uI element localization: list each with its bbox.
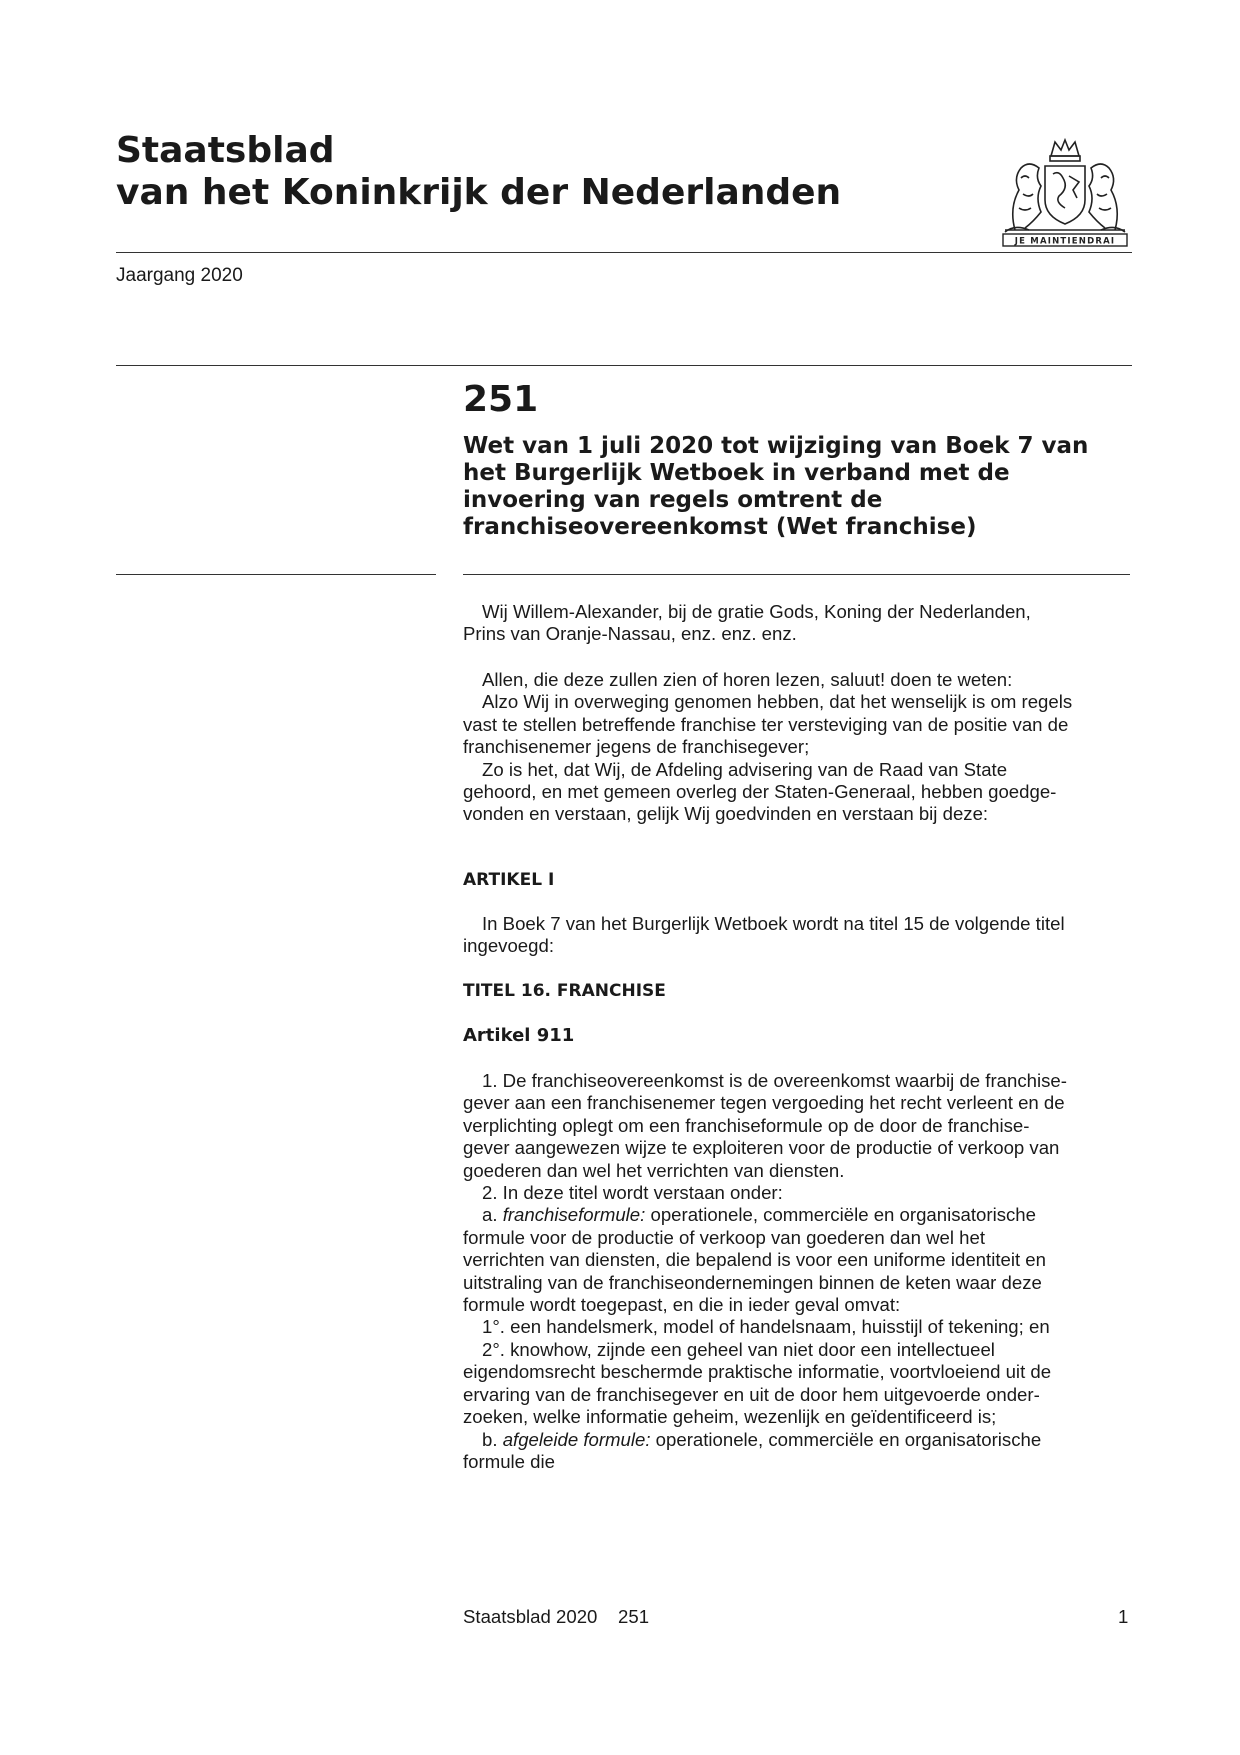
- text-line: eigendomsrecht beschermde praktische informatie, voortvloeiend uit de: [463, 1361, 1052, 1383]
- definition-prefix: b.: [482, 1428, 503, 1450]
- text-line-definition-b: [463, 1429, 1143, 1451]
- text-line: goederen dan wel het verrichten van diensten.: [463, 1159, 845, 1181]
- article-intro: [463, 913, 1143, 958]
- year-label: Jaargang 2020: [116, 265, 243, 286]
- definition-rest: operationele, commerciële en organisatorische: [650, 1428, 1042, 1450]
- text-line: franchisenemer jegens de franchisegever;: [463, 736, 810, 758]
- law-title-line: Wet van 1 juli 2020 tot wijziging van Boek 7 van: [463, 433, 1089, 459]
- text-line: verrichten van diensten, die bepalend is voor een uniforme identiteit en: [463, 1249, 1046, 1271]
- page-number: 1: [1118, 1606, 1129, 1627]
- title-line-2: van het Koninkrijk der Nederlanden: [116, 172, 842, 213]
- artikel-heading: Artikel 911: [463, 1025, 575, 1046]
- left-divider: [116, 574, 436, 575]
- text-line: Alzo Wij in overweging genomen hebben, dat het wenselijk is om regels: [482, 691, 1073, 713]
- text-line: ingevoegd:: [463, 935, 554, 957]
- right-divider: [463, 574, 1130, 575]
- footer-reference: Staatsblad 2020 251: [463, 1606, 650, 1627]
- text-line: zoeken, welke informatie geheim, wezenlijk en geïdentificeerd is;: [463, 1406, 997, 1428]
- text-line: verplichting oplegt om een franchiseformule op de door de franchise-: [463, 1114, 1030, 1136]
- text-line: vast te stellen betreffende franchise ter versteviging van de positie van de: [463, 713, 1069, 735]
- text-line: In Boek 7 van het Burgerlijk Wetboek wordt na titel 15 de volgende titel: [482, 913, 1065, 934]
- coat-of-arms-logo: [995, 138, 1135, 248]
- page-title: [116, 130, 841, 214]
- text-line: 1°. een handelsmerk, model of handelsnaam, huisstijl of tekening; en: [482, 1316, 1050, 1338]
- logo-motto: JE MAINTIENDRAI: [1014, 236, 1116, 247]
- text-line: Allen, die deze zullen zien of horen lezen, saluut! doen te weten:: [482, 669, 1013, 690]
- text-line: 2. In deze titel wordt verstaan onder:: [482, 1182, 783, 1204]
- law-title-line: franchiseovereenkomst (Wet franchise): [463, 514, 977, 540]
- text-line: uitstraling van de franchiseondernemingen binnen de keten waar deze: [463, 1271, 1042, 1293]
- text-line: vonden en verstaan, gelijk Wij goedvinden en verstaan bij deze:: [463, 803, 989, 825]
- definition-rest: operationele, commerciële en organisatorische: [645, 1204, 1036, 1226]
- law-title-line: het Burgerlijk Wetboek in verband met de: [463, 460, 1010, 486]
- header-divider: [116, 252, 1132, 253]
- titel-heading: TITEL 16. FRANCHISE: [463, 981, 666, 1001]
- text-line: Wij Willem-Alexander, bij de gratie Gods, Koning der Nederlanden,: [482, 601, 1031, 622]
- text-line: gever aan een franchisenemer tegen vergoeding het recht verleent en de: [463, 1092, 1065, 1114]
- text-line: gever aangewezen wijze te exploiteren voor de productie of verkoop van: [463, 1137, 1060, 1159]
- artikel-text: [463, 1070, 1143, 1473]
- text-line: formule voor de productie of verkoop van goederen dan wel het: [463, 1226, 985, 1248]
- text-line: 2°. knowhow, zijnde een geheel van niet door een intellectueel: [482, 1338, 995, 1360]
- text-line: gehoord, en met gemeen overleg der Staten-Generaal, hebben goedge-: [463, 781, 1057, 803]
- text-line: formule die: [463, 1450, 555, 1472]
- law-number: 251: [463, 379, 539, 420]
- definition-term: franchiseformule:: [502, 1204, 646, 1226]
- text-line: Zo is het, dat Wij, de Afdeling advisering van de Raad van State: [482, 758, 1008, 780]
- coat-of-arms-icon: [995, 138, 1135, 248]
- law-title: [463, 433, 1143, 541]
- definition-term: afgeleide formule:: [502, 1428, 651, 1450]
- definition-prefix: a.: [482, 1204, 503, 1226]
- section-divider-top: [116, 365, 1132, 366]
- text-line: ervaring van de franchisegever en uit de door hem uitgevoerde onder-: [463, 1383, 1040, 1405]
- preamble-paragraph-2: [463, 669, 1143, 826]
- text-line: formule wordt toegepast, en die in ieder geval omvat:: [463, 1294, 901, 1316]
- text-line: 1. De franchiseovereenkomst is de overeenkomst waarbij de franchise-: [482, 1070, 1067, 1091]
- law-title-line: invoering van regels omtrent de: [463, 487, 883, 513]
- text-line: Prins van Oranje-Nassau, enz. enz. enz.: [463, 623, 797, 645]
- preamble-paragraph-1: [463, 601, 1143, 646]
- title-line-1: Staatsblad: [116, 130, 335, 171]
- text-line-definition-a: [463, 1204, 1143, 1226]
- article-heading: ARTIKEL I: [463, 870, 555, 890]
